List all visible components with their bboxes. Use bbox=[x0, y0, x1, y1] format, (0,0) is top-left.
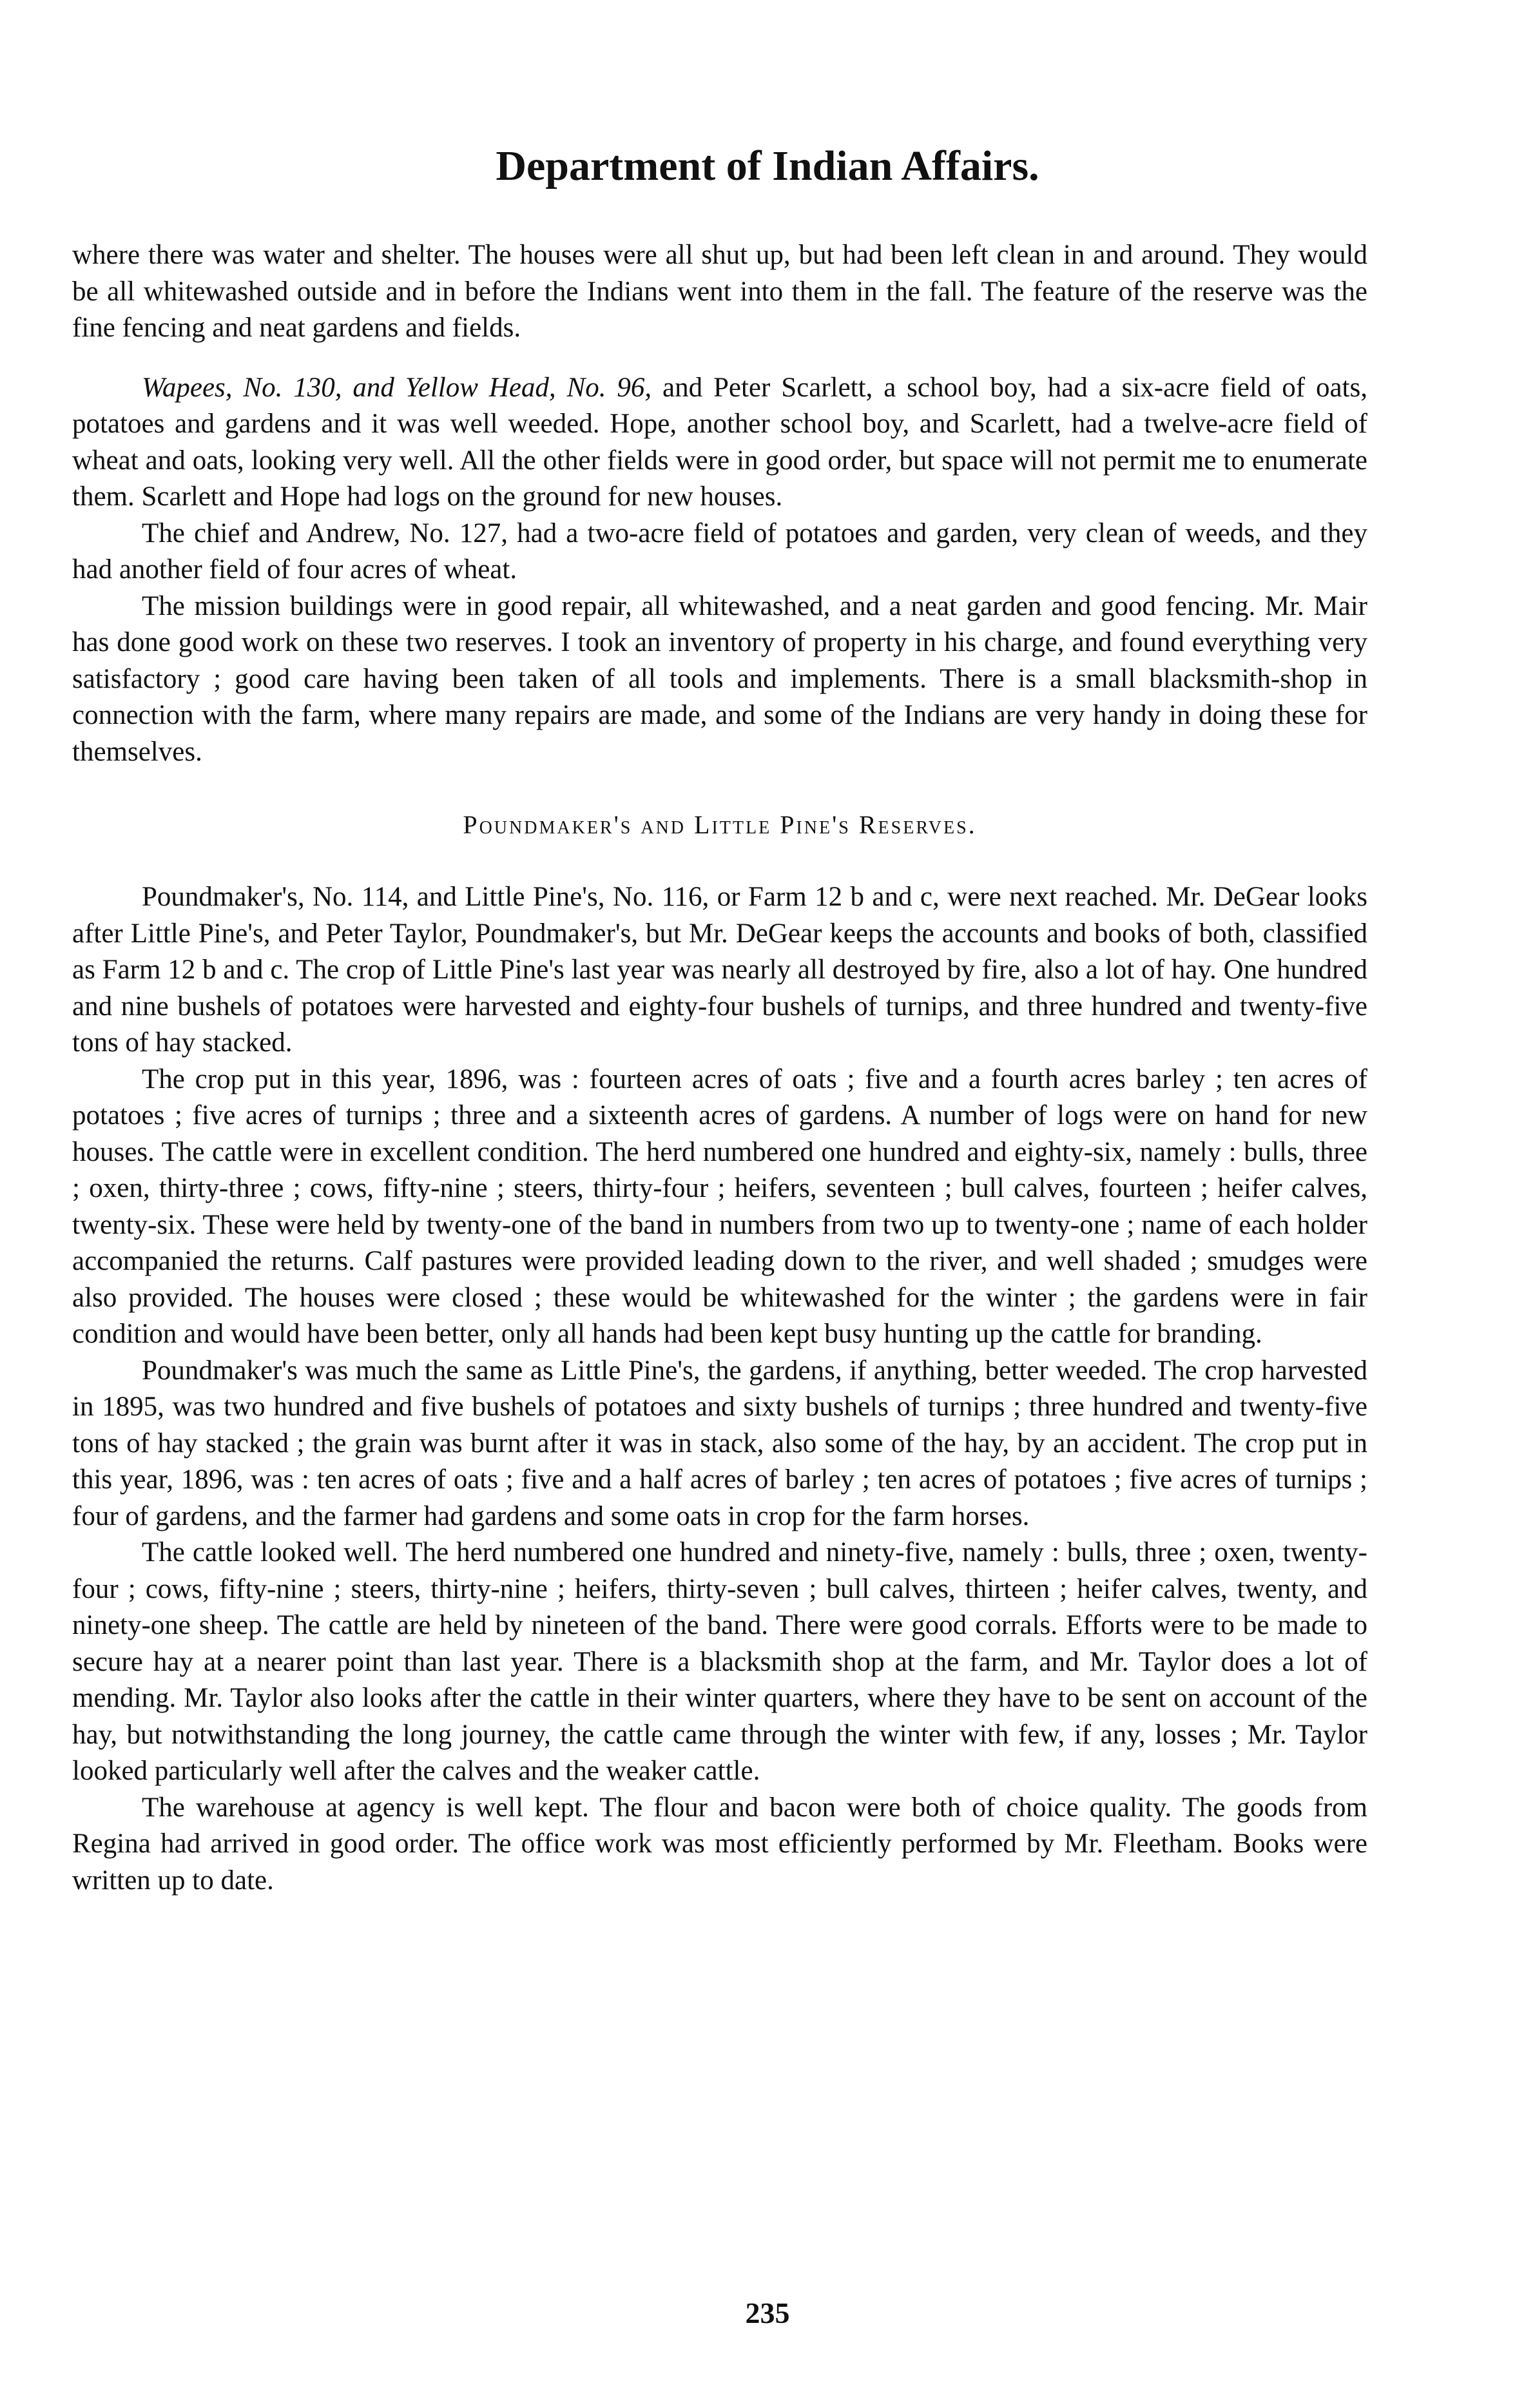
paragraph-continuation: where there was water and shelter. The houses were all shut up, but had been left clean in and around. They would be all whitewashed outside and in before the Indians went into them in the fall. The feature of the reserve was the fine fencing and neat gardens and fields. bbox=[72, 240, 1367, 343]
paragraph-wapees-yellow-head bbox=[72, 370, 1367, 516]
section-heading: Poundmaker's and Little Pine's Reserves. bbox=[463, 810, 977, 839]
paragraph-crop-1896: The crop put in this year, 1896, was : fourteen acres of oats ; five and a fourth acres barley ; ten acres of potatoes ; five acres of turnips ; three and a sixteenth acres of gardens. A number of logs were on hand for new houses. The cattle were in excellent condition. The herd numbered one hundred and eighty-six, namely : bulls, three ; oxen, thirty-three ; cows, fifty-nine ; steers, thirty-four ; heifers, seventeen ; bull calves, fourteen ; heifer calves, twenty-six. These were held by twenty-one of the band in numbers from two up to twenty-one ; name of each holder accompanied the returns. Calf pastures were provided leading down to the river, and well shaded ; smudges were also provided. The houses were closed ; these would be whitewashed for the winter ; the gardens were in fair condition and would have been better, only all hands had been kept busy hunting up the cattle for branding. bbox=[72, 1063, 1367, 1349]
paragraph-body: and Peter Scarlett, a school boy, had a six-acre field of oats, potatoes and gardens and it was well weeded. Hope, another school boy, and Scarlett, had a twelve-acre field of wheat and oats, looking very well. All the other fields were in good order, but space will not permit me to enumerate them. Scarlett and Hope had logs on the ground for new houses. bbox=[72, 372, 1367, 512]
paragraph-cattle: The cattle looked well. The herd numbered one hundred and ninety-five, namely : bulls, three ; oxen, twenty-four ; cows, fifty-nine ; steers, thirty-nine ; heifers, thirty-seven ; bull calves, thirteen ; heifer calves, twenty, and ninety-one sheep. The cattle are held by nineteen of the band. There were good corrals. Efforts were to be made to secure hay at a nearer point than last year. There is a blacksmith shop at the farm, and Mr. Taylor does a lot of mending. Mr. Taylor also looks after the cattle in their winter quarters, where they have to be sent on account of the hay, but notwithstanding the long journey, the cattle came through the winter with few, if any, losses ; Mr. Taylor looked particularly well after the calves and the weaker cattle. bbox=[72, 1537, 1367, 1786]
paragraph-italic-lead: Wapees, No. 130, and Yellow Head, No. 96, bbox=[142, 372, 652, 403]
page-number: 235 bbox=[745, 2296, 790, 2329]
body-text bbox=[72, 237, 1367, 1899]
paragraph-poundmaker-intro: Poundmaker's, No. 114, and Little Pine's, No. 116, or Farm 12 b and c, were next reached. Mr. DeGear looks after Little Pine's, and Peter Taylor, Poundmaker's, but Mr. DeGear keeps the accounts and books of both, classified as Farm 12 b and c. The crop of Little Pine's last year was nearly all destroyed by fire, also a lot of hay. One hundred and nine bushels of potatoes were harvested and eighty-four bushels of turnips, and three hundred and twenty-five tons of hay stacked. bbox=[72, 882, 1367, 1058]
paragraph-warehouse: The warehouse at agency is well kept. The flour and bacon were both of choice quality. The goods from Regina had arrived in good order. The office work was most efficiently performed by Mr. Fleetham. Books were written up to date. bbox=[72, 1792, 1367, 1896]
page-header-title: Department of Indian Affairs. bbox=[496, 142, 1039, 189]
paragraph-chief-andrew: The chief and Andrew, No. 127, had a two-acre field of potatoes and garden, very clean of weeds, and they had another field of four acres of wheat. bbox=[72, 518, 1367, 585]
paragraph-mission-buildings: The mission buildings were in good repair, all whitewashed, and a neat garden and good fencing. Mr. Mair has done good work on these two reserves. I took an inventory of property in his charge, and found everything very satisfactory ; good care having been taken of all tools and implements. There is a small blacksmith-shop in connection with the farm, where many repairs are made, and some of the Indians are very handy in doing these for themselves. bbox=[72, 590, 1367, 767]
paragraph-poundmaker-gardens: Poundmaker's was much the same as Little Pine's, the gardens, if anything, better weeded. The crop harvested in 1895, was two hundred and five bushels of potatoes and sixty bushels of turnips ; three hundred and twenty-five tons of hay stacked ; the grain was burnt after it was in stack, also some of the hay, by an accident. The crop put in this year, 1896, was : ten acres of oats ; five and a half acres of barley ; ten acres of potatoes ; five acres of turnips ; four of gardens, and the farmer had gardens and some oats in crop for the farm horses. bbox=[72, 1355, 1367, 1531]
